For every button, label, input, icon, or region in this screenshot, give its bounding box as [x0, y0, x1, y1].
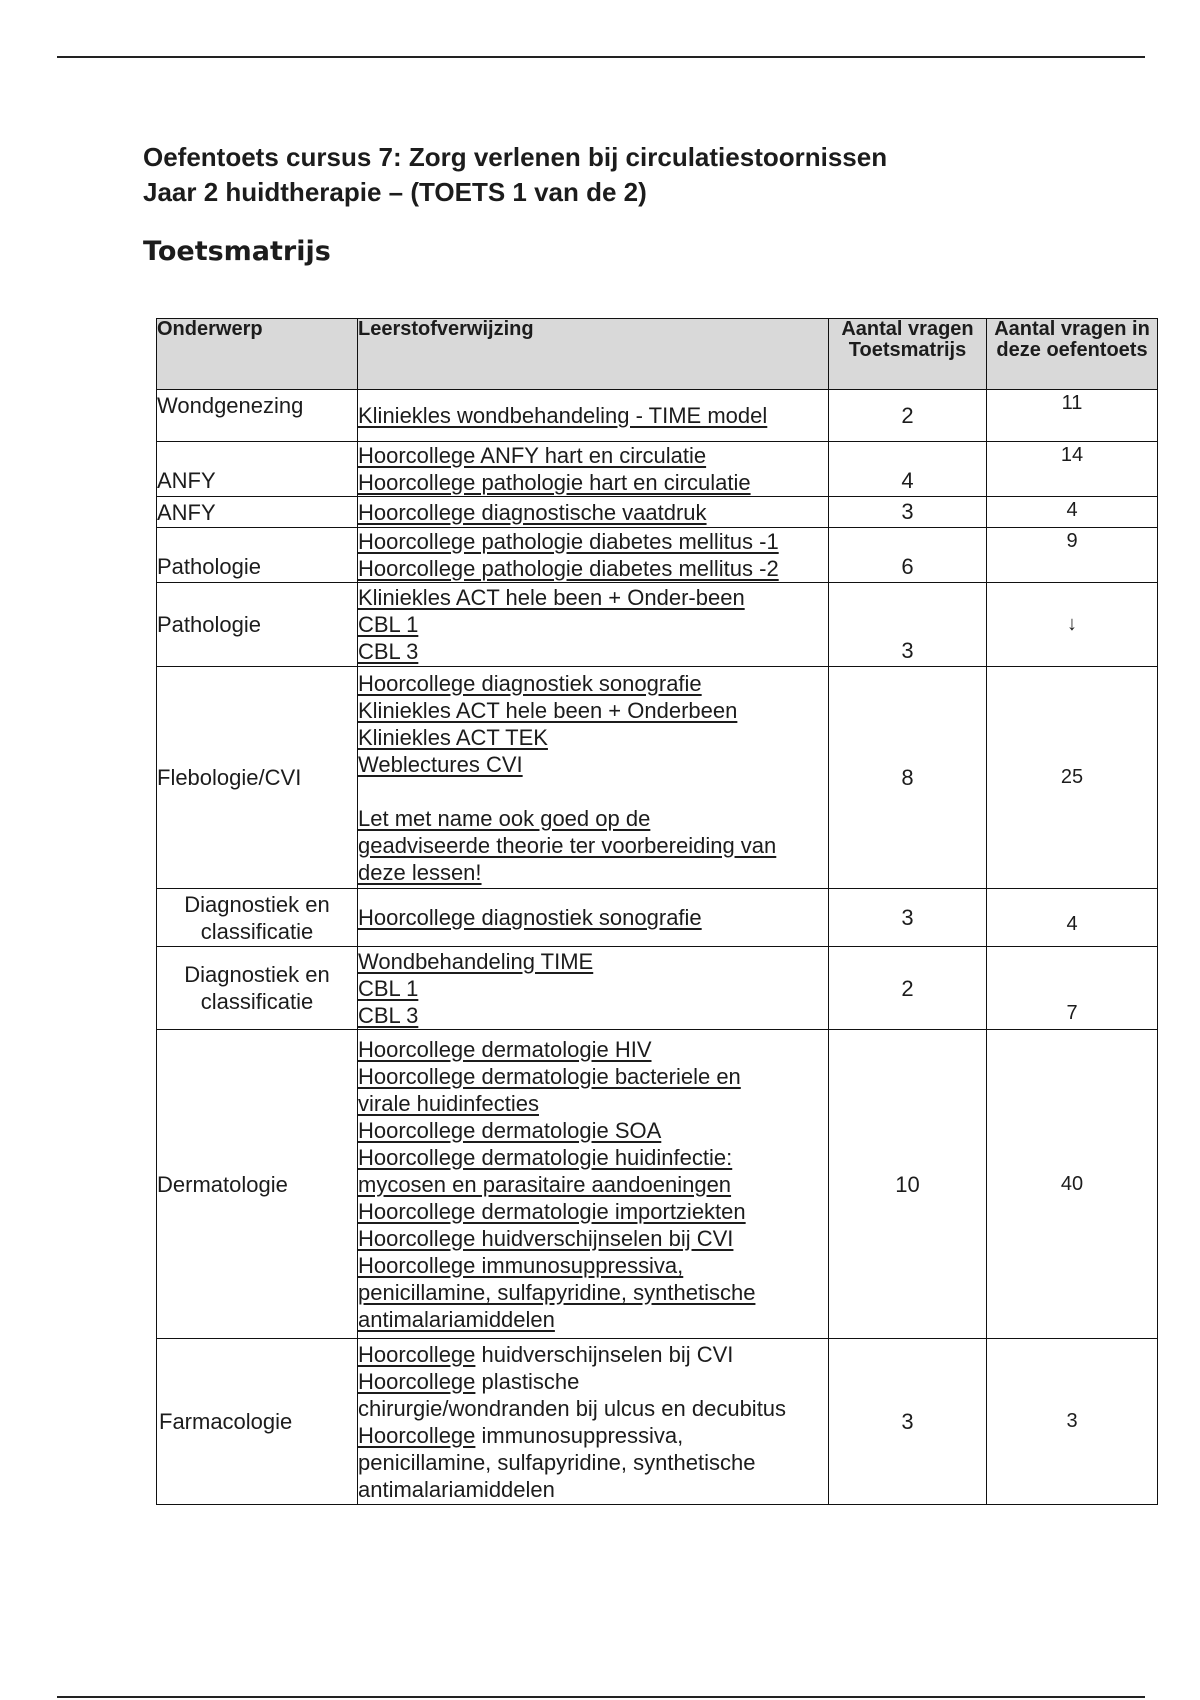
cell-references: [358, 947, 829, 1030]
cell-count-matrix: 3: [829, 497, 987, 528]
cell-count-practice: 4: [987, 889, 1158, 947]
reference-line: [358, 1422, 828, 1449]
reference-line: Hoorcollege diagnostiek sonografie: [358, 905, 702, 930]
table-row: [157, 1030, 1158, 1339]
cell-count-practice: 14: [987, 442, 1158, 497]
reference-line: CBL 1: [358, 612, 419, 637]
reference-text-part: immunosuppressiva,: [475, 1422, 684, 1448]
header-subject: Onderwerp: [157, 319, 358, 390]
title-line-1: Oefentoets cursus 7: Zorg verlenen bij circulatiestoornissen: [143, 142, 888, 172]
reference-line: antimalariamiddelen: [358, 1306, 555, 1332]
reference-line: virale huidinfecties: [358, 1090, 539, 1116]
reference-line: [358, 1395, 828, 1422]
cell-references: [358, 583, 829, 667]
header-reference: Leerstofverwijzing: [358, 319, 829, 390]
footer-rule: [57, 1696, 1145, 1698]
cell-count-matrix: 2: [829, 947, 987, 1030]
reference-underlined-part: Hoorcollege: [358, 1422, 476, 1448]
reference-line: CBL 3: [358, 639, 419, 664]
reference-line: [358, 1341, 828, 1368]
cell-references: [358, 390, 829, 442]
table-row: [157, 947, 1158, 1030]
cell-count-matrix: 10: [829, 1030, 987, 1339]
cell-count-practice: 11: [987, 390, 1158, 442]
cell-subject: Flebologie/CVI: [157, 667, 358, 889]
reference-line: Kliniekles ACT hele been + Onderbeen: [358, 697, 738, 723]
reference-text-part: plastische: [475, 1368, 580, 1394]
cell-count-matrix: 3: [829, 889, 987, 947]
reference-line: Hoorcollege pathologie hart en circulatie: [358, 470, 751, 495]
reference-line: geadviseerde theorie ter voorbereiding van: [358, 832, 777, 858]
cell-count-practice: 3: [987, 1339, 1158, 1505]
reference-line: Wondbehandeling TIME: [358, 948, 594, 974]
cell-count-matrix: 4: [829, 442, 987, 497]
cell-count-matrix: 8: [829, 667, 987, 889]
reference-line: Hoorcollege huidverschijnselen bij CVI: [358, 1225, 734, 1251]
cell-count-matrix: 2: [829, 390, 987, 442]
cell-count-practice: 4: [987, 497, 1158, 528]
reference-line: CBL 3: [358, 1002, 419, 1028]
reference-line: Kliniekles ACT hele been + Onder-been: [358, 585, 745, 610]
cell-count-matrix: 6: [829, 528, 987, 583]
reference-line: penicillamine, sulfapyridine, synthetische: [358, 1279, 756, 1305]
test-matrix-table: [156, 318, 1158, 1505]
header-count-matrix: Aantal vragen Toetsmatrijs: [829, 319, 987, 390]
cell-references: [358, 1339, 829, 1505]
cell-subject: ANFY: [157, 497, 358, 528]
table-header-row: [157, 319, 1158, 390]
header-count-practice: Aantal vragen in deze oefentoets: [987, 319, 1158, 390]
cell-count-practice: 7: [987, 947, 1158, 1030]
cell-references: [358, 442, 829, 497]
reference-line: [358, 1476, 828, 1503]
cell-count-practice: 9: [987, 528, 1158, 583]
reference-line: [358, 1449, 828, 1476]
cell-subject: Pathologie: [157, 528, 358, 583]
cell-count-matrix: 3: [829, 1339, 987, 1505]
cell-subject: Pathologie: [157, 583, 358, 667]
cell-subject: Dermatologie: [157, 1030, 358, 1339]
table-row: [157, 583, 1158, 667]
reference-line: Weblectures CVI: [358, 751, 523, 777]
reference-line: Let met name ook goed op de: [358, 805, 651, 831]
table-row: [157, 528, 1158, 583]
cell-subject: Diagnostiek en classificatie: [157, 889, 358, 947]
reference-line: Hoorcollege diagnostische vaatdruk: [358, 499, 707, 525]
cell-subject: Farmacologie: [157, 1339, 358, 1505]
cell-count-practice: 25: [987, 667, 1158, 889]
reference-text-part: antimalariamiddelen: [358, 1476, 555, 1502]
reference-line: deze lessen!: [358, 859, 482, 885]
cell-references: [358, 889, 829, 947]
reference-line: [358, 1368, 828, 1395]
reference-underlined-part: Hoorcollege: [358, 1341, 476, 1367]
reference-line: mycosen en parasitaire aandoeningen: [358, 1171, 732, 1197]
reference-line: Hoorcollege ANFY hart en circulatie: [358, 443, 707, 468]
table-row: [157, 390, 1158, 442]
cell-subject: ANFY: [157, 442, 358, 497]
reference-line: Hoorcollege dermatologie huidinfectie:: [358, 1144, 733, 1170]
reference-line: CBL 1: [358, 975, 419, 1001]
document-title: [143, 140, 887, 210]
header-rule: [57, 56, 1145, 58]
reference-line: Kliniekles wondbehandeling - TIME model: [358, 403, 768, 428]
reference-text-part: chirurgie/wondranden bij ulcus en decubitus: [358, 1395, 787, 1421]
reference-line: Hoorcollege pathologie diabetes mellitus -1: [358, 529, 779, 554]
reference-line: Hoorcollege dermatologie HIV: [358, 1036, 652, 1062]
reference-line: Hoorcollege pathologie diabetes mellitus -2: [358, 556, 779, 581]
cell-count-practice: ↓: [987, 583, 1158, 667]
reference-line: Kliniekles ACT TEK: [358, 724, 548, 750]
reference-text-part: penicillamine, sulfapyridine, synthetische: [358, 1449, 756, 1475]
table-row: [157, 442, 1158, 497]
table-row: [157, 667, 1158, 889]
cell-subject: Wondgenezing: [157, 390, 358, 442]
reference-line: Hoorcollege dermatologie bacteriele en: [358, 1063, 741, 1089]
cell-references: [358, 1030, 829, 1339]
table-row: [157, 497, 1158, 528]
reference-line: Hoorcollege immunosuppressiva,: [358, 1252, 684, 1278]
cell-references: [358, 528, 829, 583]
reference-text-part: huidverschijnselen bij CVI: [475, 1341, 734, 1367]
cell-count-matrix: 3: [829, 583, 987, 667]
title-line-2: Jaar 2 huidtherapie – (TOETS 1 van de 2): [143, 177, 647, 207]
reference-line: Hoorcollege dermatologie SOA: [358, 1117, 662, 1143]
reference-line: Hoorcollege dermatologie importziekten: [358, 1198, 746, 1224]
cell-references: [358, 667, 829, 889]
reference-spacer: [358, 778, 828, 805]
cell-references: [358, 497, 829, 528]
section-heading: Toetsmatrijs: [143, 236, 331, 267]
cell-subject: Diagnostiek en classificatie: [157, 947, 358, 1030]
cell-count-practice: 40: [987, 1030, 1158, 1339]
table-row: [157, 1339, 1158, 1505]
reference-line: Hoorcollege diagnostiek sonografie: [358, 670, 702, 696]
reference-underlined-part: Hoorcollege: [358, 1368, 476, 1394]
table-row: [157, 889, 1158, 947]
